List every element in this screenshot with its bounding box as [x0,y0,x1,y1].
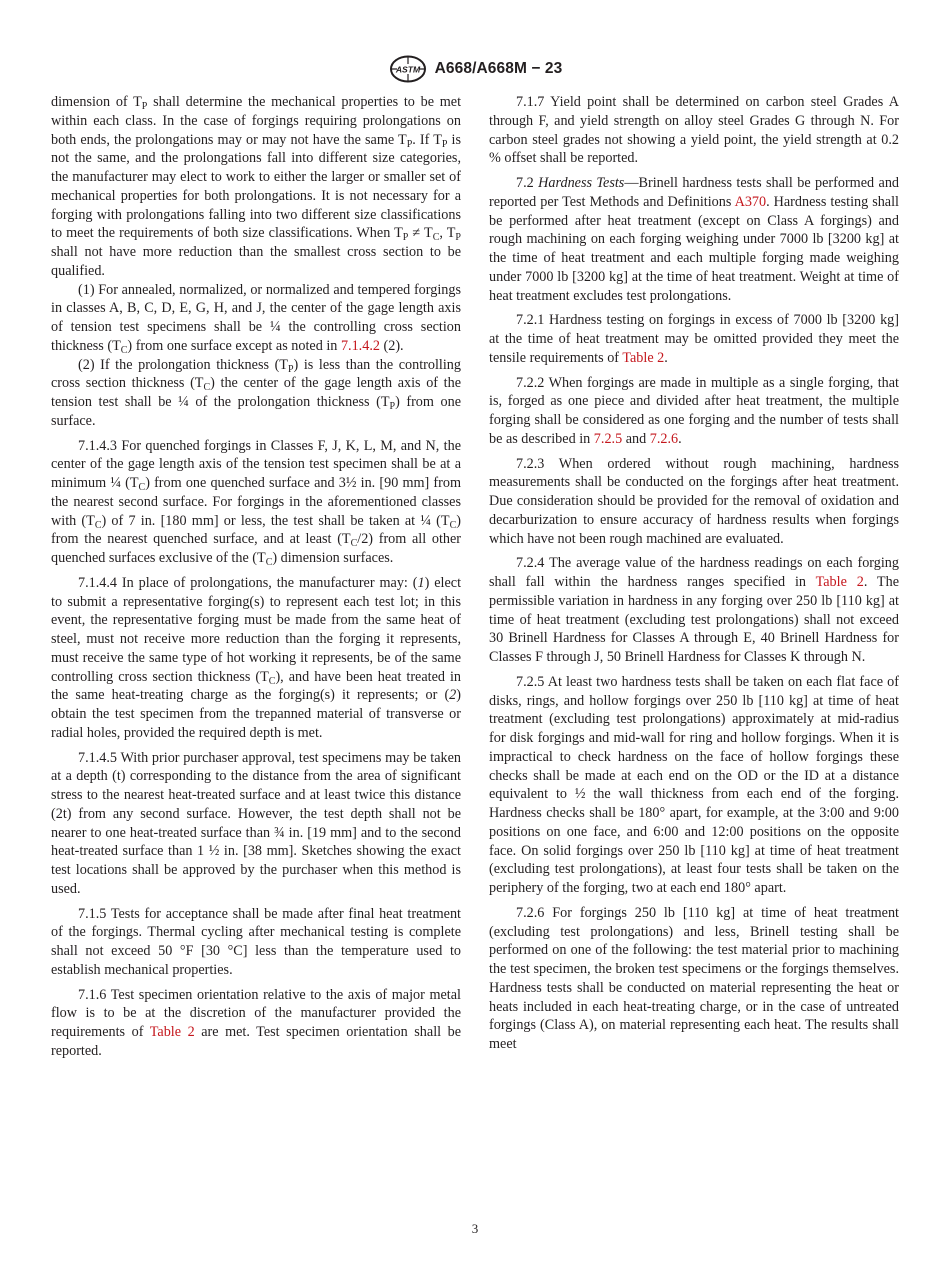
paragraph-7-2: 7.2 Hardness Tests—Brinell hardness tests shall be performed and reported per Test Methods and Definitions A370. Hardness testing shall be performed after heat treatment (except on Class A forgings) and rough machining on each forging weighing under 7000 lb [3200 kg] at the time of heat treatment and each multiple forging made weighing under 7000 lb [3200 kg] at the time of heat treatment. Weight at time of heat treatment excludes test prolongations. [489,175,900,304]
paragraph-7-1-7: 7.1.7 Yield point shall be determined on carbon steel Grades A through F, and yield strength on alloy steel Grades G through N. For carbon steel grades not showing a yield point, the yield strength at 0.2 % offset shall be reported. [489,94,899,167]
paragraph-7-1-5: 7.1.5 Tests for acceptance shall be made after final heat treatment of the forgings. Thermal cycling after mechanical testing is complete shall not exceed 50 °F [30 °C] less than the temperature used to establish mechanical properties. [51,905,461,978]
link-table-2[interactable]: Table 2 [622,349,665,366]
paragraph-7-2-3: 7.2.3 When ordered without rough machining, hardness measurements shall be conducted on the forgings after heat treatment. Due consideration should be provided for the removal of oxidation and decarburization to ensure accuracy of hardness results when forgings which have not been rough machined are evaluated. [489,455,899,547]
paragraph-7-2-1: 7.2.1 Hardness testing on forgings in excess of 7000 lb [3200 kg] at the time of heat treatment may be omitted provided they meet the tensile requirements of Table 2. [489,312,899,366]
paragraph-7-2-6: 7.2.6 For forgings 250 lb [110 kg] at time of heat treatment (excluding test prolongations) and less, Brinell testing shall be performed on one of the following: the test material prior to machining the test specimen, the broken test specimens or the forgings themselves. Hardness tests shall be conducted on material representing the heat or heats included in each heat-treating charge, or in the case of untreated forgings (Class A), on material representing each heat. The results shall meet [489,904,899,1052]
astm-logo-icon [388,55,428,83]
link-7-1-4-2[interactable]: 7.1.4.2 [340,337,380,354]
link-table-2[interactable]: Table 2 [149,1024,195,1040]
paragraph-continuation: dimension of $T_P$ shall determine the mechanical properties to be met within each class. In the case of forgings requiring prolongations on both ends, the prolongations may or may not have the same $T_P$. If $T_P$ is not the same, and the prolongations fall into different size categories, the manufacturer may elect to work to either the larger or smaller set of mechanical properties for both prolongations. It is not necessary for a forging with prolongations falling into two different size classifications to meet the requirements of both size classifications. When $T_P \ne T_C$, $T_P$ shall not have more reduction than the smallest cross section to be qualified. [51,94,462,279]
paragraph-7-1-4-4: 7.1.4.4 In place of prolongations, the manufacturer may: (1) elect to submit a representative forging(s) to represent each test lot; in this event, the representative forging must be made from the same heat of steel, must not receive more reduction than the forging it represents, must receive the same type of hot working it represents, be of the same controlling cross section thickness $(T_C)$, and have been heat treated in the same heat-treating charge as the forging(s) it represents; or (2) obtain the test specimen from the trepanned material of transverse or radial holes, provided the required depth is met. [51,574,462,741]
link-7-2-5[interactable]: 7.2.5 [593,430,623,447]
link-7-2-6[interactable]: 7.2.6 [649,430,679,447]
paragraph-7-2-2: 7.2.2 When forgings are made in multiple as a single forging, that is, forged as one piece and divided after heat treatment, the multiple forging shall be considered as one forging and the number of tests shall be as described in 7.2.5 and 7.2.6. [489,374,899,447]
paragraph-item-1: (1) For annealed, normalized, or normalized and tempered forgings in classes A, B, C, D, E, G, H, and J, the center of the gage length axis of tension test specimens shall be ¼ the controlling cross section thickness $(T_C)$ from one surface except as noted in 7.1.4.2 (2). [51,281,461,356]
paragraph-7-1-4-5: 7.1.4.5 With prior purchaser approval, test specimens may be taken at a depth (t) corresponding to the distance from the area of significant stress to the nearest heat-treated surface and at least twice this distance (2t) from any second surface. However, the test depth shall not be nearer to one heat-treated surface than ¾ in. [19 mm] and to the second heat-treated surface than 1 ½ in. [38 mm]. Sketches showing the exact test locations shall be approved by the purchaser when this method is used. [51,749,461,897]
link-a370[interactable]: A370 [734,193,767,210]
logo-text: ASTM [395,64,420,75]
paragraph-7-2-4: 7.2.4 The average value of the hardness readings on each forging shall fall within the hardness ranges specified in Table 2. The permissible variation in hardness in any forging over 250 lb [110 kg] at time of heat treatment (excluding test prolongations) shall not exceed 30 Brinell Hardness for Classes A through E, 40 Brinell Hardness for Classes F through J, 50 Brinell Hardness for Classes K through N. [489,555,899,665]
link-table-2[interactable]: Table 2 [815,574,864,590]
page-header [0,55,950,83]
left-column [51,93,461,1061]
page-number: 3 [471,1221,479,1236]
paragraph-7-1-4-3: 7.1.4.3 For quenched forgings in Classes F, J, K, L, M, and N, the center of the gage length axis of the tension test specimen shall be at a minimum ¼ $(T_C)$ from one quenched surface and 3½ in. [90 mm] from the nearest second surface. For forgings in the aforementioned classes with $(T_C)$ of 7 in. [180 mm] or less, the test shall be taken at ¼ $(T_C)$ from the nearest quenched surface, and at least $(T_C/2)$ from all other quenched surfaces exclusive of the $(T_C)$ dimension surfaces. [51,437,462,568]
paragraph-item-2: (2) If the prolongation thickness $(T_P)$ is less than the controlling cross section thickness $(T_C)$ the center of the gage length axis of the tension test shall be ¼ of the prolongation thickness $(T_P)$ from one surface. [51,356,462,429]
document-designation: A668/A668M − 23 [434,60,563,77]
right-column [489,93,899,1054]
paragraph-7-2-5: 7.2.5 At least two hardness tests shall be taken on each flat face of disks, rings, and hollow forgings over 250 lb [110 kg] at time of heat treatment (excluding test prolongations) approximately at mid-radius for disk forgings and mid-wall for ring and hollow forgings. When it is impractical to check hardness on the face of hollow forgings these checks shall be made at each end on the OD or the ID at a distance equivalent to ½ the wall thickness from each end of the forging. Hardness checks shall be 180° apart, for example, at the 3:00 and 9:00 positions on one face, and 6:00 and 12:00 positions on the opposite face. On solid forgings over 250 lb [110 kg] at time of heat treatment (excluding test prolongations), at least four tests shall be taken on the periphery of the forging, two at each end 180° apart. [489,673,899,896]
paragraph-7-1-6: 7.1.6 Test specimen orientation relative to the axis of major metal flow is to be at the discretion of the manufacturer provided the requirements of Table 2 are met. Test specimen orientation shall be reported. [51,986,462,1059]
